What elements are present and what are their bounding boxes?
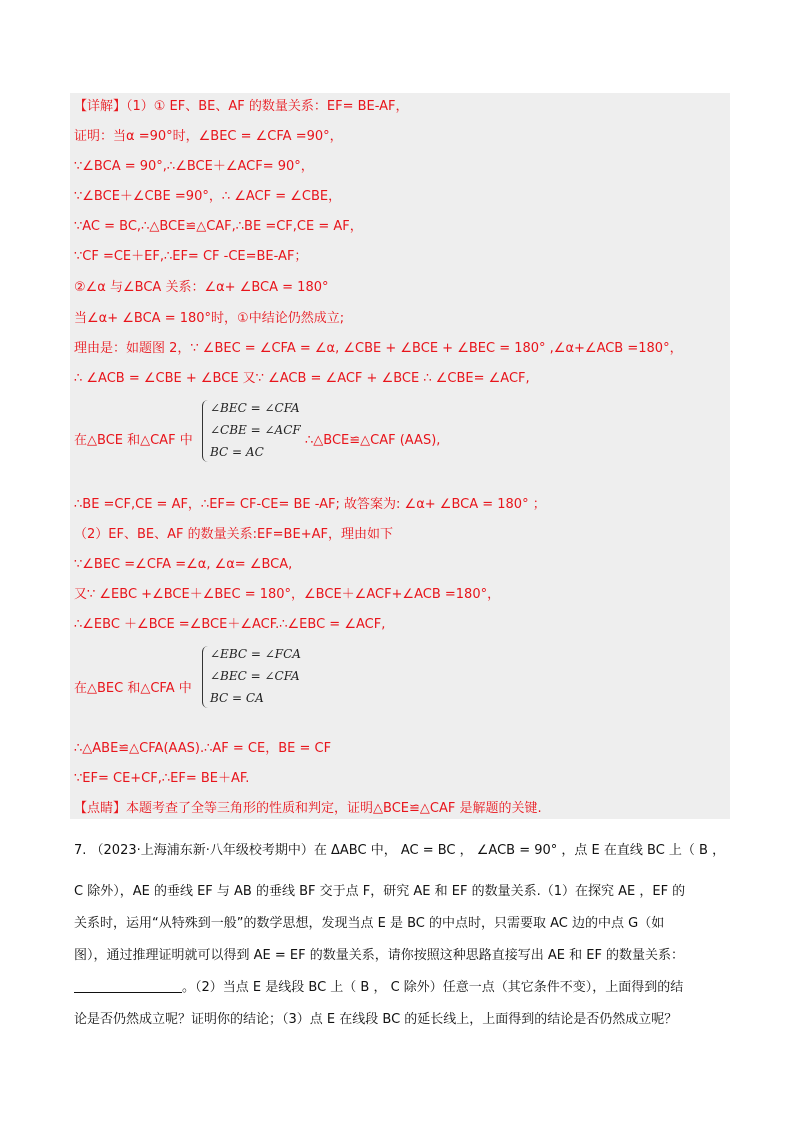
equation: BC = CA xyxy=(210,691,264,705)
question-line: 7. （2023·上海浦东新·八年级校考期中）在 ΔABC 中， AC = BC ， ∠ACB = 90° ，点 E 在直线 BC 上（ B ， xyxy=(74,843,726,858)
solution-line: 当∠α+ ∠BCA = 180°时，①中结论仍然成立; xyxy=(74,311,345,326)
solution-line: ∴BE =CF,CE = AF，∴EF= CF-CE= BE -AF; 故答案为: ∠α+ ∠BCA = 180° ； xyxy=(74,497,546,512)
solution-line: ∵EF= CE+CF,∴EF= BE＋AF. xyxy=(74,771,250,786)
brace xyxy=(202,400,208,462)
equation: BC = AC xyxy=(210,445,264,459)
question-line: 图），通过推理证明就可以得到 AE = EF 的数量关系，请你按照这种思路直接写出 AE 和 EF 的数量关系： xyxy=(74,948,685,963)
question-line: 关系时，运用“从特殊到一般”的数学思想，发现当点 E 是 BC 的中点时，只需要取 AC 边的中点 G（如 xyxy=(74,916,665,931)
question-line: C 除外），AE 的垂线 EF 与 AB 的垂线 BF 交于点 F，研究 AE 和 EF 的数量关系.（1）在探究 AE ，EF 的 xyxy=(74,884,686,899)
solution-line: 又∵ ∠EBC +∠BCE＋∠BEC = 180°，∠BCE＋∠ACF+∠ACB =180°， xyxy=(74,587,501,602)
solution-line: ∵AC = BC,∴△BCE≌△CAF,∴BE =CF,CE = AF， xyxy=(74,219,363,234)
solution-tip: 【点睛】本题考查了全等三角形的性质和判定，证明△BCE≌△CAF 是解题的关键. xyxy=(74,801,542,816)
question-text: 。（2）当点 E 是线段 BC 上（ B ， C 除外）任意一点（其它条件不变），上面得到的结 xyxy=(182,980,684,995)
solution-line: ②∠α 与∠BCA 关系：∠α+ ∠BCA = 180° xyxy=(74,280,329,295)
equation: ∠CBE = ∠ACF xyxy=(210,423,301,437)
solution-line: ∵CF =CE＋EF,∴EF= CF -CE=BE-AF； xyxy=(74,249,308,264)
solution-line: （2）EF、BE、AF 的数量关系:EF=BE+AF，理由如下 xyxy=(74,527,393,542)
solution-line: 【详解】（1）① EF、BE、AF 的数量关系：EF= BE-AF， xyxy=(74,99,409,114)
solution-line: ∵∠BCA = 90°,∴∠BCE＋∠ACF= 90°， xyxy=(74,159,314,174)
question-line: 论是否仍然成立呢？证明你的结论；（3）点 E 在线段 BC 的延长线上，上面得到的结论是否仍然成立呢？ xyxy=(74,1012,678,1027)
equation: ∠EBC = ∠FCA xyxy=(210,647,301,661)
answer-blank[interactable] xyxy=(74,980,182,993)
solution-line: ∵∠BEC =∠CFA =∠α, ∠α= ∠BCA, xyxy=(74,557,293,572)
equation: ∠BEC = ∠CFA xyxy=(210,669,300,683)
solution-line: ∴△ABE≌△CFA(AAS).∴AF = CE，BE = CF xyxy=(74,741,332,756)
brace xyxy=(202,646,208,708)
solution-line: 理由是：如题图 2，∵ ∠BEC = ∠CFA = ∠α, ∠CBE + ∠BCE + ∠BEC = 180° ,∠α+∠ACB =180°， xyxy=(74,341,683,356)
solution-line: ∵∠BCE＋∠CBE =90°，∴ ∠ACF = ∠CBE， xyxy=(74,189,342,204)
equation: ∠BEC = ∠CFA xyxy=(210,401,300,415)
solution-line: 证明：当α =90°时，∠BEC = ∠CFA =90°， xyxy=(74,129,343,144)
system-prefix: 在△BCE 和△CAF 中 xyxy=(74,433,193,448)
solution-line: ∴∠EBC ＋∠BCE =∠BCE＋∠ACF.∴∠EBC = ∠ACF, xyxy=(74,617,386,632)
solution-line: ∴ ∠ACB = ∠CBE + ∠BCE 又∵ ∠ACB = ∠ACF + ∠BCE ∴ ∠CBE= ∠ACF, xyxy=(74,371,530,386)
system-prefix: 在△BEC 和△CFA 中 xyxy=(74,681,192,696)
system-conclusion: ∴△BCE≌△CAF (AAS), xyxy=(305,433,441,448)
question-line xyxy=(74,979,683,997)
